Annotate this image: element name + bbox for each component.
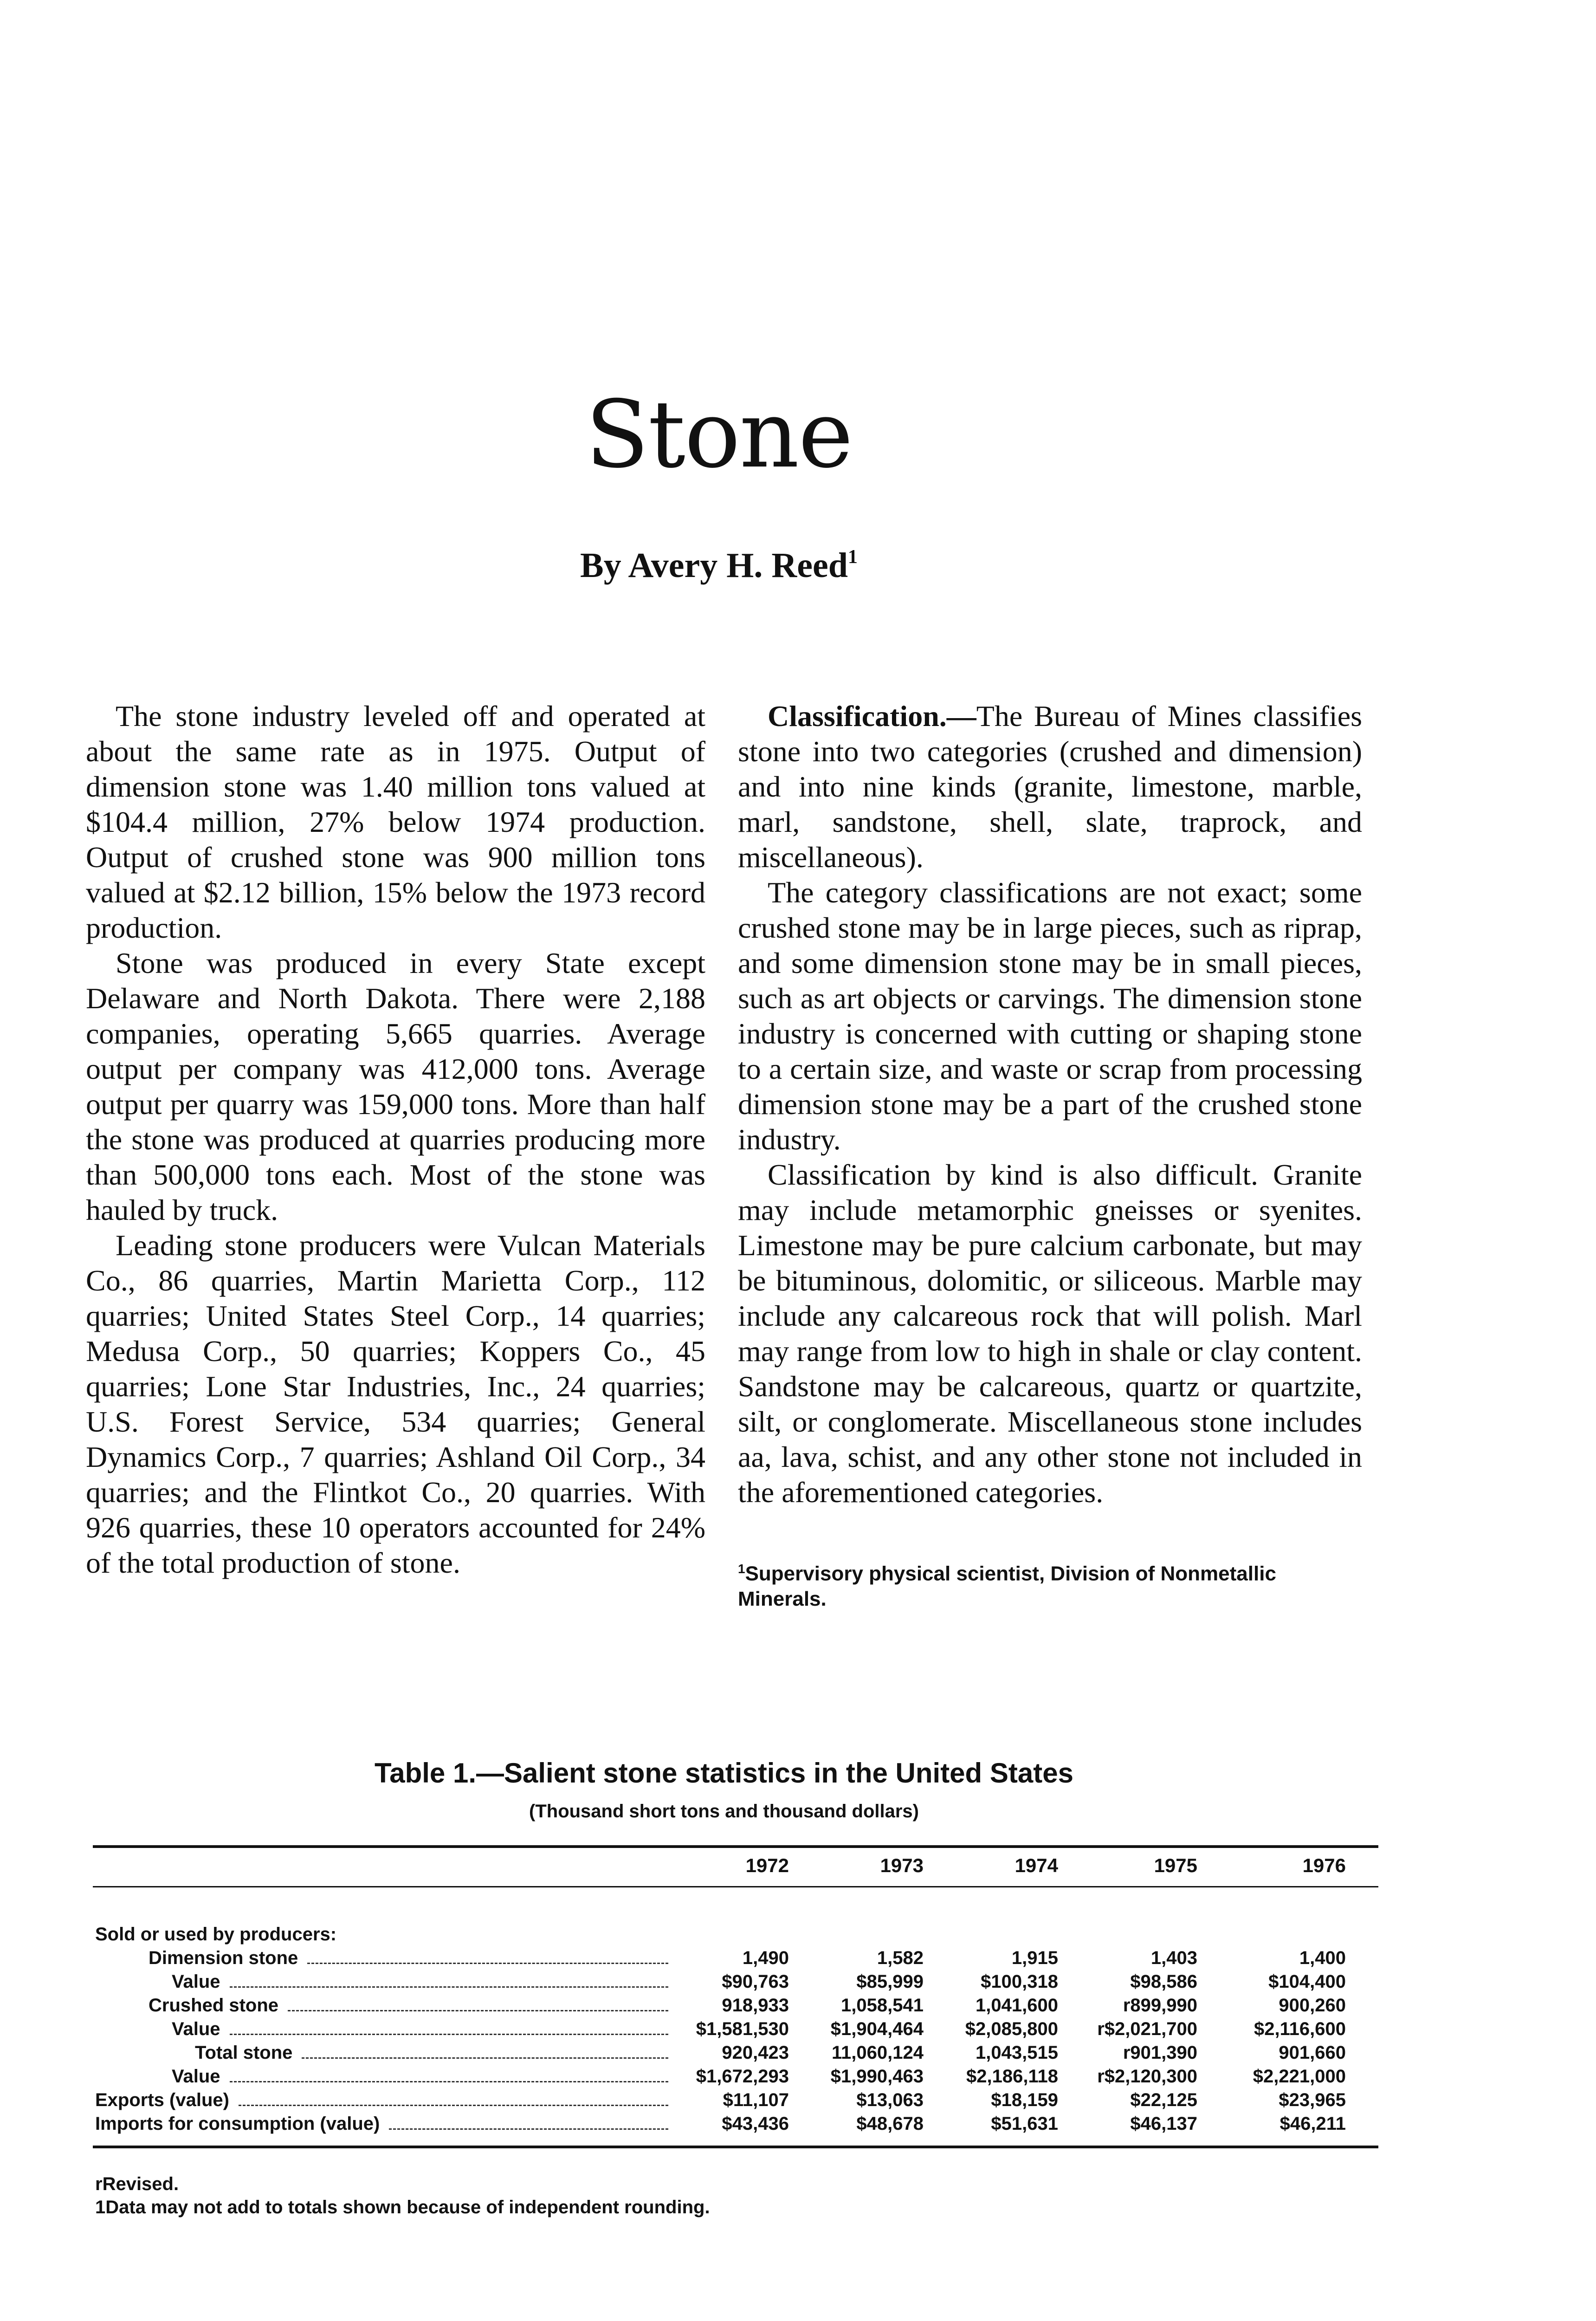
table-cell: 900,260 [1279,1995,1346,2016]
paragraph: The category classifications are not exact; some crushed stone may be in large pieces, such as riprap, and some dimension stone may be in small pieces, such as art objects or carvings. The dimension stone industry is concerned with cutting or shaping stone to a certain size, and waste or scrap from processing dimension stone may be a part of the crushed stone industry. [738,876,1362,1156]
year-header: 1974 [1014,1854,1058,1876]
table-cell: 1,058,541 [841,1995,924,2016]
table-cell: $1,904,464 [830,2019,924,2039]
article-title: Stone [585,381,853,489]
row-label: Dimension stone [149,1948,298,1968]
table-cell: $23,965 [1279,2090,1346,2110]
table-cell: 1,400 [1299,1948,1346,1968]
footnote-mark: 1 [738,1562,745,1576]
year-header: 1972 [745,1854,789,1876]
table-row [0,1971,1596,1995]
table-cell: $2,085,800 [965,2019,1058,2039]
paragraph: Leading stone producers were Vulcan Materials Co., 86 quarries, Martin Marietta Corp., 112 quarries; United States Steel Corp., 14 quarries; Medusa Corp., 50 quarries; Koppers Co., 45 quarries; Lone Star Industries, Inc., 24 quarries; U.S. Forest Service, 534 quarries; General Dynamics Corp., 7 quarries; Ashland Oil Corp., 34 quarries; and the Flintkot Co., 20 quarries. With 926 quarries, these 10 operators accounted for 24% of the total production of stone. [86,1229,705,1579]
table-cell: $98,586 [1130,1971,1197,1992]
table-header-rule [93,1886,1378,1887]
table-cell: $48,678 [856,2114,924,2134]
table-bottom-rule [93,2146,1378,2148]
leader-dots [239,2105,668,2106]
paragraph: Stone was produced in every State except Delaware and North Dakota. There were 2,188 companies, operating 5,665 quarries. Average output per company was 412,000 tons. Average output per quarry was 159,000 tons. More than half the stone was produced at quarries producing more than 500,000 tons each. Most of the stone was hauled by truck. [86,947,705,1226]
table-cell: $11,107 [723,2090,789,2110]
table-title: Table 1.—Salient stone statistics in the United States [375,1757,1073,1789]
table-row [0,1995,1596,2019]
table-cell: $2,116,600 [1254,2019,1346,2039]
table-cell: 11,060,124 [832,2042,924,2063]
table-notes [95,2172,710,2219]
year-header: 1976 [1302,1854,1346,1876]
table-cell: $2,186,118 [966,2066,1058,2087]
leader-dots [230,2081,668,2082]
row-label: Imports for consumption (value) [95,2114,380,2134]
table-cell: $43,436 [722,2114,789,2134]
year-header: 1975 [1154,1854,1197,1876]
table-cell: $1,672,293 [696,2066,789,2087]
table-cell: 1,041,600 [976,1995,1058,2016]
year-header: 1973 [880,1854,924,1876]
table-cell: $46,211 [1279,2114,1346,2134]
table-cell: $13,063 [856,2090,924,2110]
paragraph: Classification by kind is also difficult. Granite may include metamorphic gneisses or syenites. Limestone may be pure calcium carbonate, but may be bituminous, dolomitic, or siliceous. Marble may include any calcareous rock that will polish. Marl may range from low to high in shale or clay content. Sandstone may be calcareous, quartz or quartzite, silt, or conglomerate. Miscellaneous stone includes aa, lava, schist, and any other stone not included in the aforementioned categories. [738,1158,1362,1509]
byline [0,545,1438,586]
table-body [0,1924,1596,2137]
table-subtitle: (Thousand short tons and thousand dollars) [529,1801,919,1822]
table-cell: $46,137 [1130,2114,1197,2134]
footnote [738,1556,1362,1612]
row-label: Value [172,1971,220,1992]
table-row [0,2042,1596,2066]
table-row [0,1924,1596,1948]
row-label: Value [172,2066,220,2087]
table-cell: $51,631 [991,2114,1058,2134]
table-cell: 1,043,515 [976,2042,1058,2063]
leader-dots [302,2057,668,2059]
table-cell: $22,125 [1130,2090,1197,2110]
table-cell: 920,423 [722,2042,789,2063]
leader-dots [307,1963,668,1964]
table-cell: $1,581,530 [696,2019,789,2039]
footnote-reference: 1 [847,546,858,568]
table-cell: $85,999 [856,1971,924,1992]
note-revised: rRevised. [95,2174,179,2194]
table-row [0,2066,1596,2090]
table-cell: r899,990 [1123,1995,1197,2016]
table-cell: $1,990,463 [830,2066,924,2087]
table-cell: r901,390 [1123,2042,1197,2063]
table-row [0,2090,1596,2114]
table-header [0,1854,1596,1882]
left-column [86,699,705,1581]
leader-dots [230,1986,668,1988]
note-rounding: 1Data may not add to totals shown because of independent rounding. [95,2197,710,2217]
table-row [0,1948,1596,1971]
paragraph [738,699,1362,875]
footnote-text: Supervisory physical scientist, Division of Nonmetallic Minerals. [738,1562,1276,1610]
paragraph: The stone industry leveled off and operated at about the same rate as in 1975. Output of dimension stone was 1.40 million tons valued at $104.4 million, 27% below 1974 production. Output of crushed stone was 900 million tons valued at $2.12 billion, 15% below the 1973 record production. [86,700,705,944]
row-label: Exports (value) [95,2090,229,2110]
table-cell: 901,660 [1279,2042,1346,2063]
leader-dots [389,2128,668,2130]
row-label: Total stone [195,2042,293,2063]
table-cell: 918,933 [722,1995,789,2016]
table-cell: 1,403 [1150,1948,1197,1968]
table-row [0,2114,1596,2137]
leader-dots [288,2010,668,2011]
paragraph-text: The Bureau of Mines classifies stone into two categories (crushed and dimension) and into nine kinds (granite, limestone, marble, marl, sandstone, shell, slate, traprock, and miscellaneous). [738,700,1362,874]
table-cell: 1,490 [742,1948,789,1968]
table-row [0,2019,1596,2042]
table-cell: $18,159 [991,2090,1058,2110]
table-cell: r$2,120,300 [1097,2066,1197,2087]
table-cell: $90,763 [722,1971,789,1992]
table-cell: $100,318 [981,1971,1058,1992]
table-cell: 1,915 [1011,1948,1058,1968]
table-cell: r$2,021,700 [1097,2019,1197,2039]
row-label: Value [172,2019,220,2039]
table-cell: $104,400 [1268,1971,1346,1992]
table-cell: 1,582 [877,1948,924,1968]
leader-dots [230,2034,668,2035]
row-label: Sold or used by producers: [95,1924,337,1945]
right-column [738,699,1362,1612]
row-label: Crushed stone [149,1995,279,2016]
table-cell: $2,221,000 [1253,2066,1346,2087]
author-name: By Avery H. Reed [580,546,848,585]
table-top-rule [93,1845,1378,1848]
section-heading: Classification.— [768,700,976,733]
